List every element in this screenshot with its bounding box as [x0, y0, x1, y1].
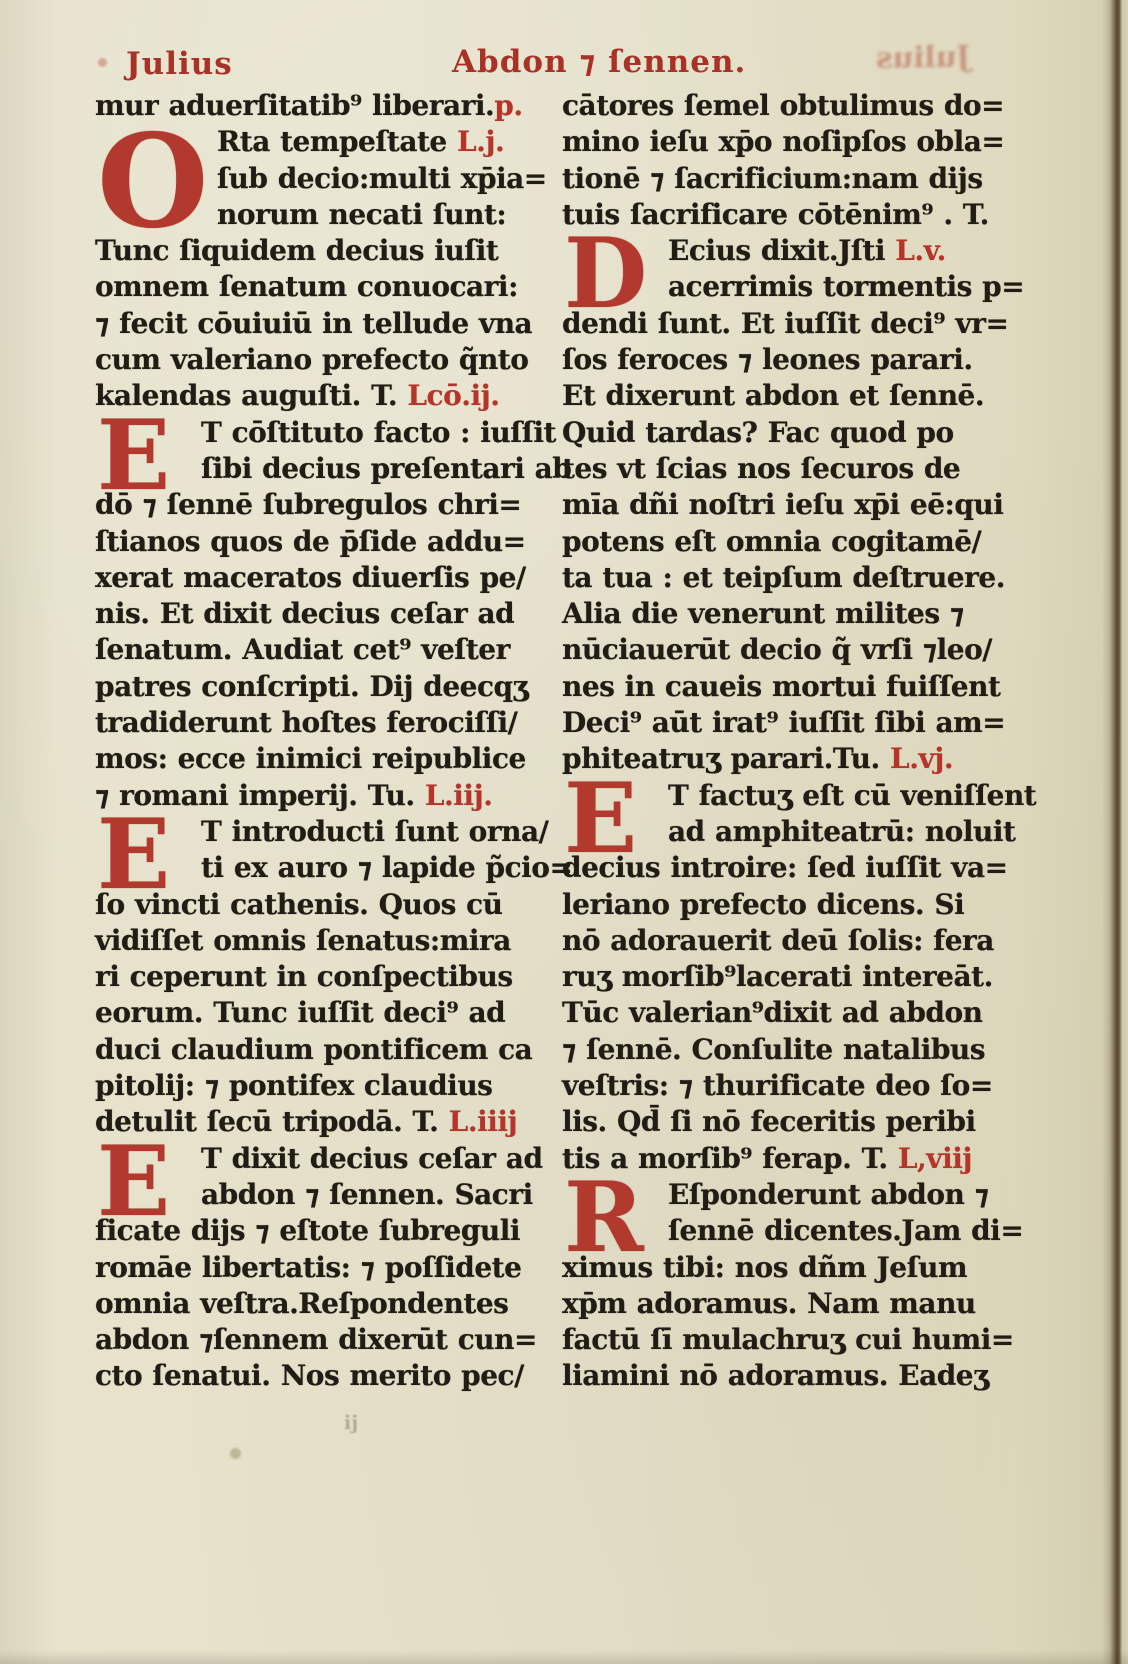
initial-capital: E	[97, 798, 171, 911]
body-text: factū ſī mulachruʒ cui humi=	[562, 1323, 1014, 1357]
text-line	[95, 1358, 555, 1394]
body-text: Quid tardas? Fac quod po	[562, 415, 954, 449]
body-text: Et dixerunt abdon et ſennē.	[562, 379, 985, 413]
text-line	[562, 451, 1032, 487]
initial-capital: R	[564, 1161, 644, 1274]
body-text: Ecius dixit.Jſti	[668, 234, 896, 268]
text-line	[95, 923, 555, 959]
body-text: ſo vincti cathenis. Quos cū	[95, 887, 503, 921]
text-column-left	[95, 88, 573, 1395]
paper-stain	[230, 1448, 241, 1459]
text-line	[95, 959, 555, 995]
text-line	[562, 596, 1032, 632]
rubric-text: L,viij	[897, 1141, 972, 1175]
body-text: veſtris: ⁊ thurificate deo ſo=	[562, 1069, 993, 1103]
body-text: liamini nō adoramus. Eadeʒ	[562, 1359, 989, 1393]
body-text: decius introire: ſed iuſſit va=	[562, 851, 1008, 885]
text-line	[95, 306, 555, 342]
body-text: ⁊ ſennē. Conſulite natalibus	[562, 1032, 986, 1066]
body-text: abdon ⁊ ſennen. Sacri	[201, 1177, 533, 1211]
text-line	[95, 596, 555, 632]
rubric-text: L.iij.	[424, 778, 493, 812]
body-text: ⁊ romani imperij. Tu.	[95, 778, 425, 812]
running-header-ghost-offset: Julius	[875, 39, 971, 75]
text-line	[562, 1068, 1032, 1104]
body-text: mur aduerſitatib⁹ liberari.	[95, 89, 495, 122]
ink-speck	[98, 58, 107, 67]
body-text: Tūc valerian⁹dixit ad abdon	[562, 996, 983, 1030]
body-text: ad amphiteatrū: noluit	[668, 814, 1016, 848]
text-line	[562, 1322, 1032, 1358]
rubric-text: L.j.	[456, 125, 505, 159]
text-line	[95, 1068, 555, 1104]
body-text: ruʒ morſib⁹lacerati intereāt.	[562, 960, 993, 994]
body-text: dō ⁊ ſennē ſubregulos chri=	[95, 488, 522, 522]
text-line	[562, 524, 1032, 560]
text-line	[562, 124, 1032, 160]
body-text: T factuʒ eſt cū veniſſent	[668, 778, 1037, 812]
body-text: mīa dñi noſtri ieſu xp̄i eē:qui	[562, 488, 1004, 522]
body-text: xerat maceratos diuerſis pe/	[95, 560, 526, 594]
text-line	[95, 1250, 555, 1286]
body-text: phiteatruʒ parari.Tu.	[562, 742, 891, 776]
text-line	[562, 88, 1032, 124]
text-line	[95, 524, 555, 560]
text-line	[562, 342, 1032, 378]
text-line	[562, 1286, 1032, 1322]
rubric-text: L.v.	[895, 234, 946, 268]
text-line	[562, 560, 1032, 596]
text-line	[95, 1322, 555, 1358]
text-line	[562, 1104, 1032, 1140]
body-text: ſenatum. Audiat cet⁹ veſter	[95, 633, 510, 667]
text-line	[95, 269, 555, 305]
text-line	[562, 415, 1032, 451]
body-text: ⁊ fecit cōuiuiū in tellude vna	[95, 306, 533, 340]
body-text: Alia die venerunt milites ⁊	[562, 597, 964, 631]
body-text: cātores ſemel obtulimus do=	[562, 89, 1005, 122]
body-text: omnia veſtra.Reſpondentes	[95, 1286, 509, 1320]
text-line	[95, 560, 555, 596]
body-text: tradiderunt hoſtes ferociſſi/	[95, 706, 518, 740]
body-text: ri ceperunt in conſpectibus	[95, 960, 513, 994]
body-text: T dixit decius ceſar ad	[201, 1141, 543, 1175]
body-text: nis. Et dixit decius ceſar ad	[95, 597, 515, 631]
text-line	[95, 741, 555, 777]
body-text: duci claudium pontificem ca	[95, 1032, 533, 1066]
body-text: detulit ſecū tripodā. T.	[95, 1105, 449, 1139]
text-line	[95, 342, 555, 378]
initial-capital: E	[97, 398, 171, 512]
running-header-month: Julius	[126, 46, 233, 82]
running-header-title: Abdon ⁊ ſennen.	[452, 44, 747, 80]
text-column-right	[562, 88, 1037, 1395]
body-text: ſtianos quos de p̄ſide addu=	[95, 524, 526, 558]
rubric-text: Lcō.ij.	[407, 379, 500, 413]
text-line	[562, 995, 1032, 1031]
body-text: omnem ſenatum conuocari:	[95, 270, 518, 304]
initial-capital: E	[564, 761, 638, 875]
faint-quire-mark: ij	[344, 1412, 359, 1434]
rubric-text: L.iiij	[448, 1105, 518, 1139]
text-line	[562, 632, 1032, 668]
body-text: Deci⁹ aūt irat⁹ iuſſit ſibi am=	[562, 706, 1006, 740]
text-line	[562, 1032, 1032, 1068]
body-text: nō adorauerit deū ſolis: fera	[562, 923, 994, 957]
text-line	[562, 887, 1032, 923]
body-text: tis a morſib⁹ ferap. T.	[562, 1141, 898, 1175]
body-text: T introducti ſunt orna/	[201, 814, 549, 848]
text-line	[95, 632, 555, 668]
body-text: ſibi decius preſentari ab	[201, 451, 572, 485]
body-text: T cōſtituto facto : iuſſit	[201, 415, 556, 449]
text-line	[562, 1358, 1032, 1394]
body-text: mos: ecce inimici reipublice	[95, 742, 526, 776]
text-line	[562, 705, 1032, 741]
text-line	[562, 923, 1032, 959]
body-text: tuis ſacrificare cōtēnim⁹ . T.	[562, 197, 989, 231]
body-text: vidiſſet omnis ſenatus:mira	[95, 923, 511, 957]
body-text: mino ieſu xp̄o noſipſos obla=	[562, 125, 1005, 159]
initial-capital: O	[97, 107, 209, 258]
body-text: ſos feroces ⁊ leones parari.	[562, 343, 973, 377]
text-line	[95, 1032, 555, 1068]
rubric-text: p.	[494, 89, 523, 122]
body-text: lis. Qd̄ ſi nō feceritis peribi	[562, 1105, 976, 1139]
text-line	[95, 995, 555, 1031]
text-line	[562, 669, 1032, 705]
body-text: ti ex auro ⁊ lapide p̃cio=	[201, 851, 573, 885]
initial-capital: E	[97, 1124, 171, 1238]
text-line	[562, 378, 1032, 414]
text-line	[562, 161, 1032, 197]
body-text: pitolij: ⁊ pontifex claudius	[95, 1069, 493, 1103]
body-text: potens eſt omnia cogitamē/	[562, 524, 982, 558]
body-text: ficate dijs ⁊ eſtote ſubreguli	[95, 1214, 521, 1248]
body-text: dendi ſunt. Et iuſſit deci⁹ vr=	[562, 306, 1009, 340]
body-text: tes vt ſcias nos ſecuros de	[562, 451, 961, 485]
page-edge-bottom	[0, 1650, 1128, 1664]
body-text: leriano prefecto dicens. Si	[562, 887, 965, 921]
body-text: cum valeriano prefecto q̃nto	[95, 343, 529, 377]
rubric-text: L.vj.	[890, 742, 954, 776]
text-line	[562, 487, 1032, 523]
text-line	[95, 705, 555, 741]
body-text: ta tua : et teipſum deſtruere.	[562, 560, 1005, 594]
body-text: xp̄m adoramus. Nam manu	[562, 1286, 976, 1320]
body-text: nūciauerūt decio q̃ vrſi ⁊leo/	[562, 633, 993, 667]
body-text: cto ſenatui. Nos merito pec/	[95, 1359, 524, 1393]
body-text: abdon ⁊ſennem dixerūt cun=	[95, 1323, 537, 1357]
body-text: ſennē dicentes.Jam di=	[668, 1214, 1024, 1248]
text-line	[562, 959, 1032, 995]
body-text: ſub decio:multi xp̄ia=	[217, 161, 547, 195]
body-text: norum necati ſunt:	[217, 197, 507, 231]
text-line	[95, 1286, 555, 1322]
body-text: acerrimis tormentis p=	[668, 270, 1025, 304]
body-text: Tunc ſiquidem decius iuſit	[95, 234, 499, 268]
body-text: patres conſcripti. Dij deecqʒ	[95, 669, 528, 703]
initial-capital: D	[564, 217, 648, 331]
body-text: Rta tempeſtate	[217, 125, 457, 159]
body-text: romāe libertatis: ⁊ poſſidete	[95, 1250, 522, 1284]
body-text: tionē ⁊ ſacrificium:nam dijs	[562, 161, 983, 195]
body-text: nes in caueis mortui fuiſſent	[562, 669, 1001, 703]
body-text: Eſponderunt abdon ⁊	[668, 1177, 989, 1211]
body-text: eorum. Tunc iuſſit deci⁹ ad	[95, 996, 506, 1030]
body-text: kalendas auguſti. T.	[95, 379, 408, 413]
page-edge-right	[1102, 0, 1128, 1664]
text-line	[95, 669, 555, 705]
body-text: ximus tibi: nos dñm Jeſum	[562, 1250, 968, 1284]
